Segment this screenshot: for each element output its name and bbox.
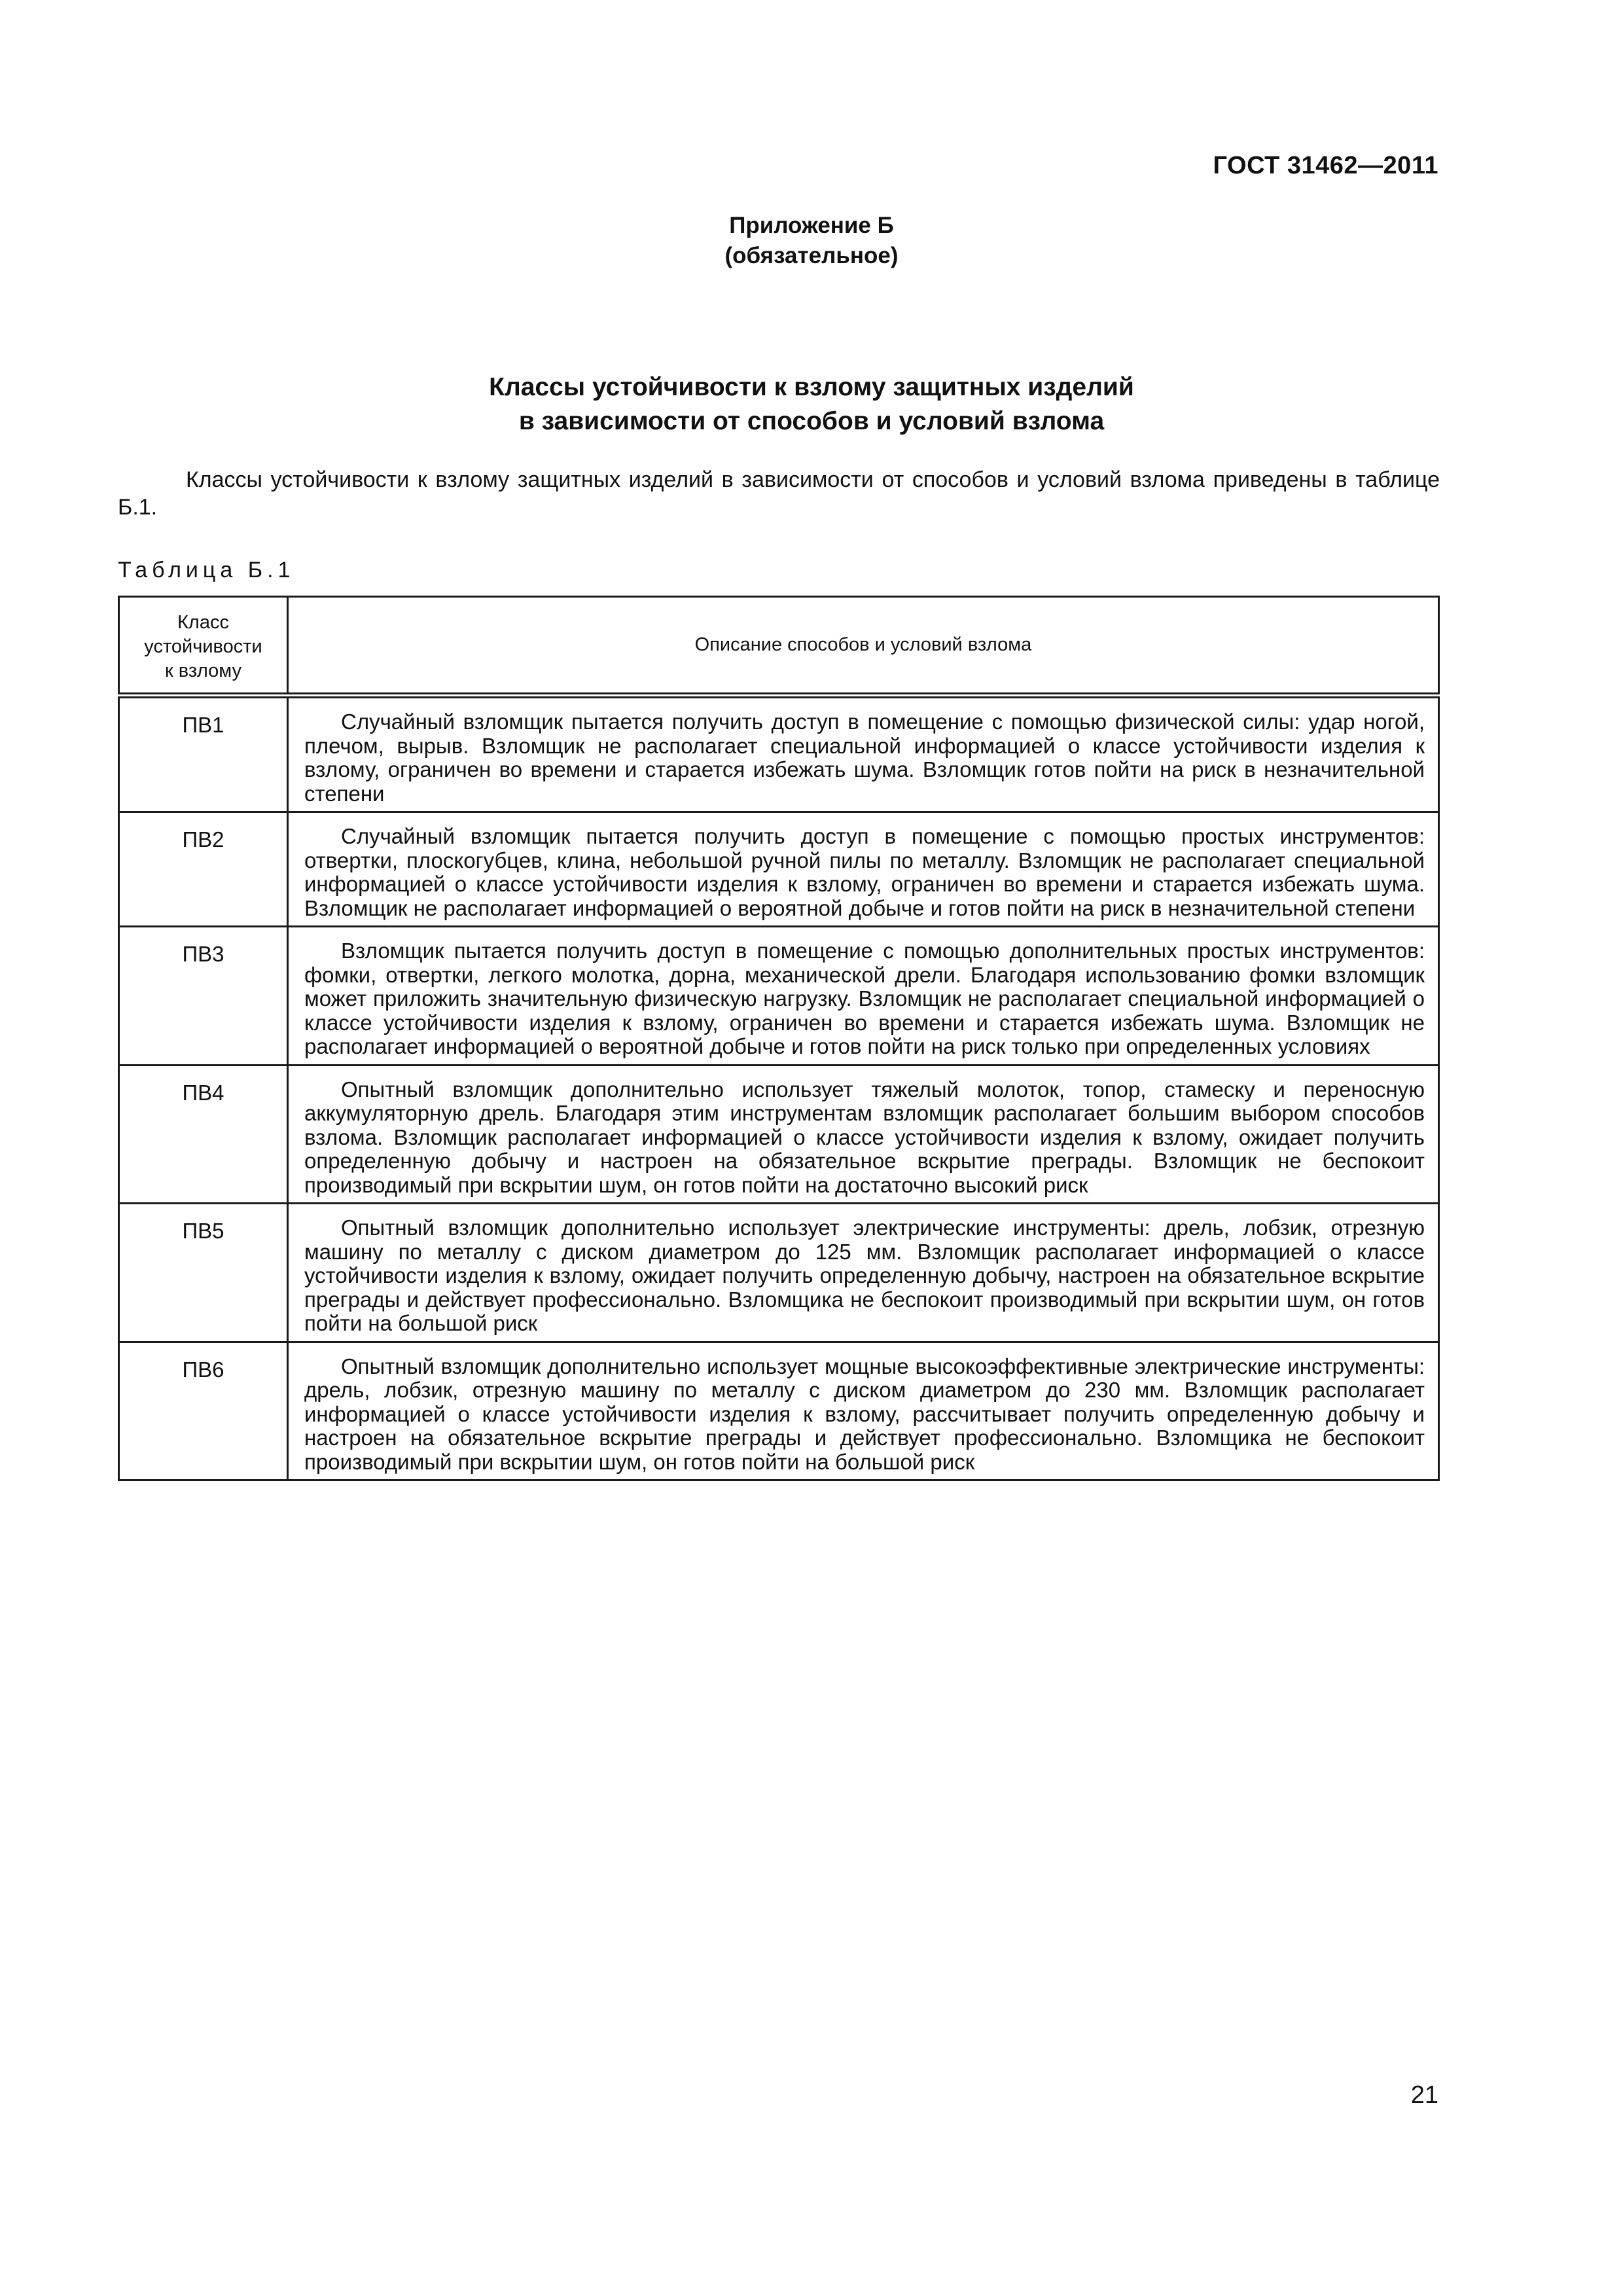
row-class: ПВ1 <box>119 696 288 812</box>
header-class <box>119 597 288 696</box>
header-class-line-2: устойчивости <box>144 636 262 657</box>
table-row <box>119 812 1439 927</box>
annex-title <box>0 370 1623 439</box>
table-row <box>119 1342 1439 1480</box>
header-description: Описание способов и условий взлома <box>288 597 1439 696</box>
table-row <box>119 1065 1439 1204</box>
document-code: ГОСТ 31462—2011 <box>1213 152 1438 179</box>
row-description: Случайный взломщик пытается получить доступ в помещение с помощью простых инструментов: отвертки, плоскогубцев, клина, небольшой ручной пилы по металлу. Взломщик не располагает специальной информацией о классе устойчивости изделия к взлому, ограничен во времени и старается избежать шума. Взломщик не располагает информацией о вероятной добыче и готов пойти на риск в незначительной степени <box>288 812 1439 927</box>
row-class: ПВ6 <box>119 1342 288 1480</box>
annex-status: (обязательное) <box>724 243 899 268</box>
row-class: ПВ3 <box>119 927 288 1066</box>
table-row <box>119 1204 1439 1342</box>
row-description: Опытный взломщик дополнительно использует тяжелый молоток, топор, стамеску и переносную аккумуляторную дрель. Благодаря этим инструментам взломщик располагает большим выбором способов взлома. Взломщик располагает информацией о классе устойчивости изделия к взлому, ожидает получить определенную добычу и настроен на обязательное вскрытие преграды. Взломщик не беспокоит производимый при вскрытии шум, он готов пойти на достаточно высокий риск <box>288 1065 1439 1204</box>
intro-paragraph: Классы устойчивости к взлому защитных изделий в зависимости от способов и условий взлома приведены в таблице Б.1. <box>118 467 1440 520</box>
page-number: 21 <box>1410 2081 1438 2109</box>
table-row <box>119 927 1439 1066</box>
table-caption: Таблица Б.1 <box>118 558 295 583</box>
row-class: ПВ4 <box>119 1065 288 1204</box>
row-description: Опытный взломщик дополнительно использует электрические инструменты: дрель, лобзик, отрезную машину по металлу с диском диаметром до 125 мм. Взломщик располагает информацией о классе устойчивости изделия к взлому, ожидает получить определенную добычу, настроен на обязательное вскрытие преграды и действует профессионально. Взломщика не беспокоит производимый при вскрытии шум, он готов пойти на большой риск <box>288 1204 1439 1342</box>
row-description: Взломщик пытается получить доступ в помещение с помощью дополнительных простых инструментов: фомки, отвертки, легкого молотка, дорна, механической дрели. Благодаря использованию фомки взломщик может приложить значительную физическую нагрузку. Взломщик не располагает специальной информацией о классе устойчивости изделия к взлому, ограничен во времени и старается избежать шума. Взломщик не располагает информацией о вероятной добыче и готов пойти на риск только при определенных условиях <box>288 927 1439 1066</box>
annex-heading <box>0 211 1623 271</box>
row-description: Случайный взломщик пытается получить доступ в помещение с помощью физической силы: удар ногой, плечом, вырыв. Взломщик не располагает специальной информацией о классе устойчивости изделия к взлому, ограничен во времени и старается избежать шума. Взломщик готов пойти на риск в незначительной степени <box>288 696 1439 812</box>
header-class-line-3: к взлому <box>165 660 241 681</box>
row-class: ПВ2 <box>119 812 288 927</box>
table-row <box>119 696 1439 812</box>
row-description: Опытный взломщик дополнительно использует мощные высокоэффективные электрические инструменты: дрель, лобзик, отрезную машину по металлу с диском диаметром до 230 мм. Взломщик располагает информацией о классе устойчивости изделия к взлому, рассчитывает получить определенную добычу и настроен на обязательное вскрытие преграды и действует профессионально. Взломщика не беспокоит производимый при вскрытии шум, он готов пойти на большой риск <box>288 1342 1439 1480</box>
header-class-line-1: Класс <box>177 612 229 633</box>
annex-title-line-2: в зависимости от способов и условий взлома <box>518 407 1105 435</box>
table-header-row <box>119 597 1439 696</box>
row-class: ПВ5 <box>119 1204 288 1342</box>
annex-title-line-1: Классы устойчивости к взлому защитных изделий <box>489 373 1134 401</box>
burglary-resistance-table <box>118 596 1440 1481</box>
annex-label: Приложение Б <box>729 213 894 238</box>
